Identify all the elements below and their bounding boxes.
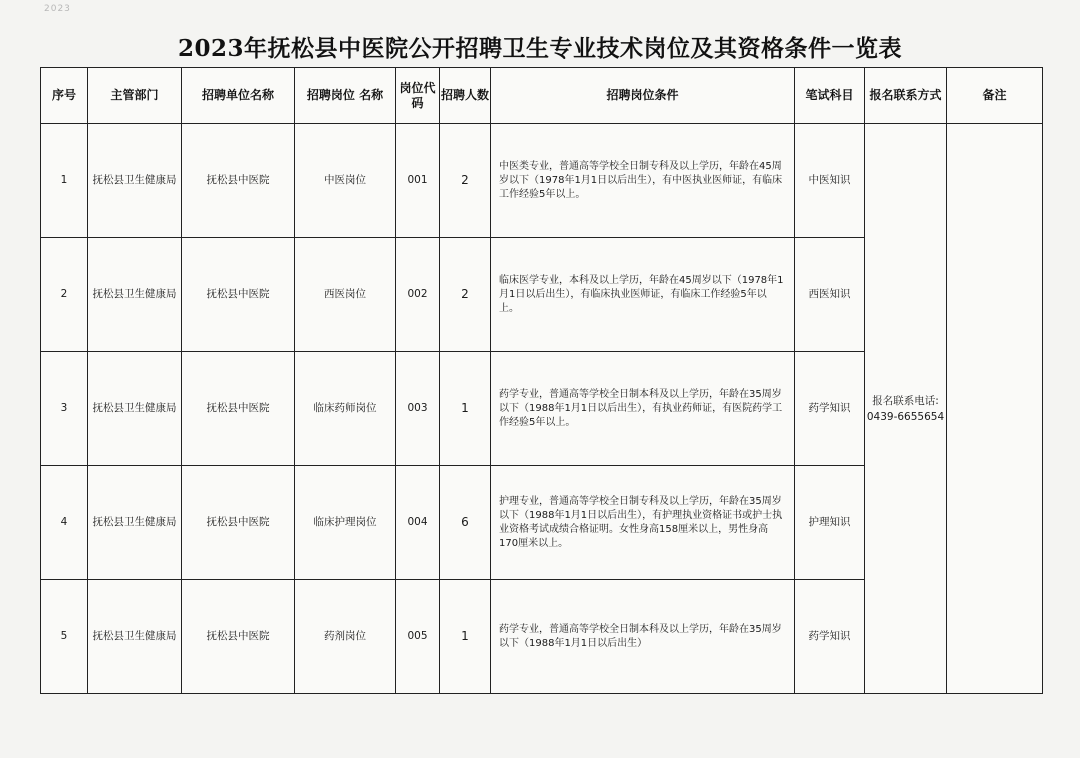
contact-cell bbox=[865, 124, 947, 694]
cell-count: 2 bbox=[440, 124, 491, 238]
cell-exam: 西医知识 bbox=[795, 238, 865, 352]
cell-seq: 3 bbox=[41, 352, 88, 466]
cell-code: 004 bbox=[396, 466, 440, 580]
cell-position: 临床药师岗位 bbox=[295, 352, 396, 466]
cell-unit: 抚松县中医院 bbox=[182, 466, 295, 580]
cell-department: 抚松县卫生健康局 bbox=[88, 238, 182, 352]
cell-position: 西医岗位 bbox=[295, 238, 396, 352]
cell-seq: 5 bbox=[41, 580, 88, 694]
cell-conditions: 护理专业，普通高等学校全日制专科及以上学历，年龄在35周岁以下（1988年1月1日以后出生），有护理执业资格证书或护士执业资格考试成绩合格证明。女性身高158厘米以上，男性身高170厘米以上。 bbox=[491, 466, 795, 580]
cell-code: 001 bbox=[396, 124, 440, 238]
document-title: 2023年抚松县中医院公开招聘卫生专业技术岗位及其资格条件一览表 bbox=[177, 35, 902, 62]
cell-conditions: 药学专业，普通高等学校全日制本科及以上学历，年龄在35周岁以下（1988年1月1日以后出生） bbox=[491, 580, 795, 694]
cell-count: 1 bbox=[440, 352, 491, 466]
cell-unit: 抚松县中医院 bbox=[182, 238, 295, 352]
cell-count: 1 bbox=[440, 580, 491, 694]
cell-seq: 1 bbox=[41, 124, 88, 238]
cell-department: 抚松县卫生健康局 bbox=[88, 466, 182, 580]
header-contact: 报名联系方式 bbox=[865, 68, 947, 124]
cell-unit: 抚松县中医院 bbox=[182, 580, 295, 694]
header-position: 招聘岗位 名称 bbox=[295, 68, 396, 124]
cell-exam: 药学知识 bbox=[795, 580, 865, 694]
cell-unit: 抚松县中医院 bbox=[182, 352, 295, 466]
cell-conditions: 临床医学专业，本科及以上学历，年龄在45周岁以下（1978年1月1日以后出生），有临床执业医师证，有临床工作经验5年以上。 bbox=[491, 238, 795, 352]
header-unit: 招聘单位名称 bbox=[182, 68, 295, 124]
cell-code: 002 bbox=[396, 238, 440, 352]
header-remarks: 备注 bbox=[947, 68, 1043, 124]
cell-exam: 护理知识 bbox=[795, 466, 865, 580]
cell-count: 6 bbox=[440, 466, 491, 580]
table-row bbox=[41, 124, 1043, 238]
cell-conditions: 中医类专业，普通高等学校全日制专科及以上学历，年龄在45周岁以下（1978年1月1日以后出生），有中医执业医师证，有临床工作经验5年以上。 bbox=[491, 124, 795, 238]
cell-seq: 2 bbox=[41, 238, 88, 352]
cell-department: 抚松县卫生健康局 bbox=[88, 124, 182, 238]
cell-position: 中医岗位 bbox=[295, 124, 396, 238]
cell-code: 005 bbox=[396, 580, 440, 694]
cell-unit: 抚松县中医院 bbox=[182, 124, 295, 238]
page-mark: 2023 bbox=[44, 4, 71, 14]
cell-department: 抚松县卫生健康局 bbox=[88, 352, 182, 466]
cell-seq: 4 bbox=[41, 466, 88, 580]
contact-label: 报名联系电话: bbox=[872, 394, 939, 407]
remarks-cell bbox=[947, 124, 1043, 694]
cell-position: 药剂岗位 bbox=[295, 580, 396, 694]
header-exam: 笔试科目 bbox=[795, 68, 865, 124]
header-code: 岗位代码 bbox=[396, 68, 440, 124]
header-count: 招聘人数 bbox=[440, 68, 491, 124]
cell-exam: 药学知识 bbox=[795, 352, 865, 466]
cell-department: 抚松县卫生健康局 bbox=[88, 580, 182, 694]
header-row bbox=[41, 68, 1043, 124]
cell-position: 临床护理岗位 bbox=[295, 466, 396, 580]
header-department: 主管部门 bbox=[88, 68, 182, 124]
recruitment-table bbox=[40, 67, 1043, 694]
cell-conditions: 药学专业，普通高等学校全日制本科及以上学历，年龄在35周岁以下（1988年1月1日以后出生），有执业药师证，有医院药学工作经验5年以上。 bbox=[491, 352, 795, 466]
cell-code: 003 bbox=[396, 352, 440, 466]
contact-phone: 0439-6655654 bbox=[866, 410, 945, 423]
header-seq: 序号 bbox=[41, 68, 88, 124]
cell-count: 2 bbox=[440, 238, 491, 352]
cell-exam: 中医知识 bbox=[795, 124, 865, 238]
header-conditions: 招聘岗位条件 bbox=[491, 68, 795, 124]
